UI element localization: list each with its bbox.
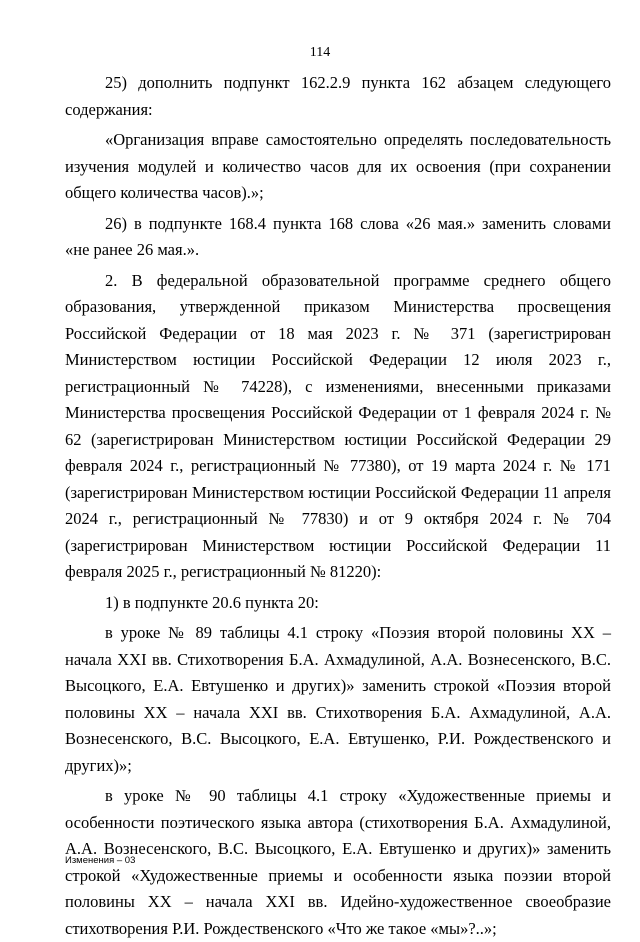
paragraph-item-25: 25) дополнить подпункт 162.2.9 пункта 162 абзацем следующего содержания: <box>65 73 611 119</box>
paragraph-section-2: 2. В федеральной образовательной программе среднего общего образования, утвержденной приказом Министерства просвещения Российской Федерации от 18 мая 2023 г. № 371 (зарегистрирован Министерством юстиции Российской Федерации 12 июля 2023 г., регистрационный № 74228), с изменениями, внесенными приказами Министерства просвещения Российской Федерации от 1 февраля 2024 г. № 62 (зарегистрирован Министерством юстиции Российской Федерации 29 февраля 2024 г., регистрационный № 77380), от 19 марта 2024 г. № 171 (зарегистрирован Министерством юстиции Российской Федерации 11 апреля 2024 г., регистрационный № 77830) и от 9 октября 2024 г. № 704 (зарегистрирован Министерством юстиции Российской Федерации 11 февраля 2025 г., регистрационный № 81220): <box>65 270 611 581</box>
paragraph-lesson-89: в уроке № 89 таблицы 4.1 строку «Поэзия второй половины XX – начала XXI вв. Стихотворения Б.А. Ахмадулиной, А.А. Вознесенского, В.С. Высоцкого, Е.А. Евтушенко и других)» заменить строкой «Поэзия второй половины XX – начала XXI вв. Стихотворения Б.А. Ахмадулиной, А.А. Вознесенского, В.С. Высоцкого, Е.А. Евтушенко, Р.И. Рождественского и других)»; <box>65 623 611 775</box>
document-body <box>65 70 611 942</box>
paragraph-lesson-90: в уроке № 90 таблицы 4.1 строку «Художественные приемы и особенности поэтического языка автора (стихотворения Б.А. Ахмадулиной, А.А. Вознесенского, В.С. Высоцкого, Е.А. Евтушенко и других)» заменить строкой «Художественные приемы и особенности языка поэзии второй половины XX – начала XXI вв. Идейно-художественное своеобразие стихотворения Р.И. Рождественского «Что же такое «мы»?..»; <box>65 786 611 938</box>
paragraph-item-26: 26) в подпункте 168.4 пункта 168 слова «26 мая.» заменить словами «не ранее 26 мая.». <box>65 213 611 259</box>
footer-note: Изменения – 03 <box>65 855 136 866</box>
paragraph-subitem-1: 1) в подпункте 20.6 пункта 20: <box>105 592 319 612</box>
paragraph-quoted-text: «Организация вправе самостоятельно определять последовательность изучения модулей и количество часов для их освоения (при сохранении общего количества часов).»; <box>65 130 611 202</box>
page-number: 114 <box>309 45 331 60</box>
